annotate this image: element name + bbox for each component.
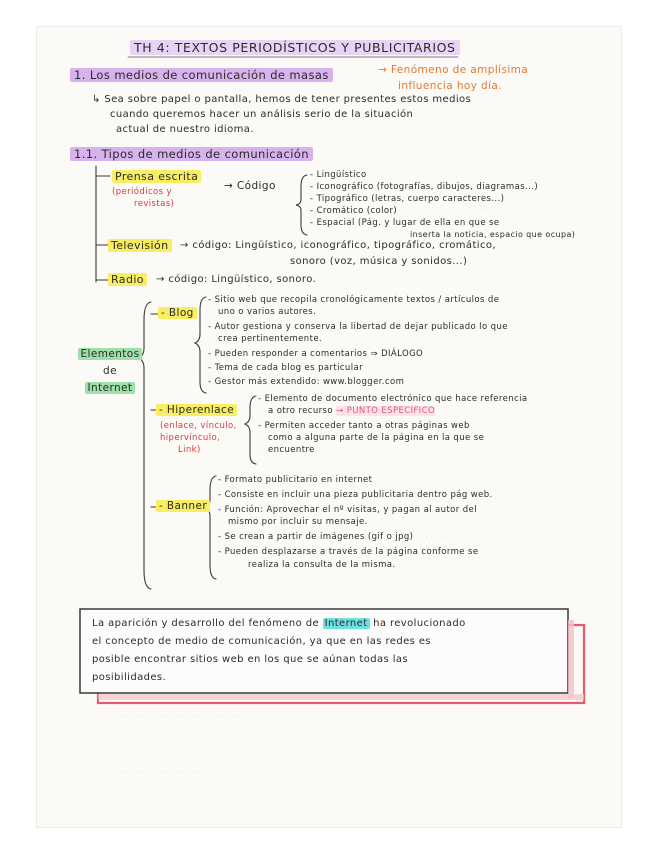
hiperenlace-line: como a alguna parte de la página en la que se — [268, 433, 485, 443]
section-1-note-line-1: → Fenómeno de amplísima — [378, 64, 529, 76]
summary-line: La aparición y desarrollo del fenómeno de Internet ha revolucionado — [92, 618, 466, 629]
television-code-line-2: sonoro (voz, música y sonidos...) — [290, 256, 468, 267]
prensa-code-item: - Iconográfico (fotografías, dibujos, diagramas...) — [310, 182, 539, 192]
banner-line: - Se crean a partir de imágenes (gif o jpg) — [218, 532, 414, 542]
summary-line: el concepto de medio de comunicación, ya que en las redes es — [92, 636, 431, 647]
banner-line: - Función: Aprovechar el nº visitas, y pagan al autor del — [218, 505, 477, 515]
blog-line: uno o varios autores. — [218, 307, 317, 317]
summary-line: posibilidades. — [92, 672, 167, 683]
page-title: TH 4: TEXTOS PERIODÍSTICOS Y PUBLICITARIOS — [130, 40, 460, 55]
banner-line: - Formato publicitario en internet — [218, 475, 373, 485]
prensa-code-item-continuation: inserta la noticia, espacio que ocupa) — [410, 230, 576, 239]
elementos-internet-label: Elementos de Internet — [76, 346, 144, 397]
hiperenlace-subtitle: hipervínculo, — [160, 433, 221, 443]
hiperenlace-line: - Permiten acceder tanto a otras páginas web — [258, 421, 470, 431]
television-label: Televisión — [108, 239, 172, 252]
television-code-line-1: → código: Lingüístico, iconográfico, tipográfico, cromático, — [180, 240, 496, 251]
section-1-body-line: actual de nuestro idioma. — [116, 124, 254, 135]
blog-line: - Tema de cada blog es particular — [208, 363, 363, 373]
radio-code-line: → código: Lingüístico, sonoro. — [156, 274, 317, 285]
banner-line: realiza la consulta de la misma. — [248, 560, 396, 570]
banner-line: - Consiste en incluir una pieza publicitaria dentro pág web. — [218, 490, 493, 500]
section-1-note-line-2: influencia hoy día. — [398, 80, 503, 92]
bleed-through-text: · · · · · · · · · · · · · · · · · · · · · · — [110, 768, 220, 777]
blog-line: - Autor gestiona y conserva la libertad de dejar publicado lo que — [208, 322, 508, 332]
banner-line: - Pueden desplazarse a través de la página conforme se — [218, 547, 479, 557]
blog-line: - Pueden responder a comentarios ⇒ DIÁLOGO — [208, 349, 424, 359]
hiperenlace-line: - Elemento de documento electrónico que hace referencia — [258, 394, 528, 404]
prensa-subtitle-line-2: revistas) — [134, 199, 175, 209]
section-1-heading: 1. Los medios de comunicación de masas — [70, 68, 333, 82]
prensa-code-item: - Cromático (color) — [310, 206, 398, 216]
banner-label: - Banner — [156, 500, 210, 512]
hiperenlace-label: - Hiperenlace — [156, 404, 237, 416]
prensa-code-item: - Lingüístico — [310, 170, 367, 180]
blog-line: crea pertinentemente. — [218, 334, 323, 344]
blog-label: - Blog — [158, 307, 197, 319]
bleed-through-text: · · · · · · · · — [440, 172, 479, 181]
bleed-through-text: · · · · · · · · — [420, 533, 459, 542]
section-1-body-line: cuando queremos hacer un análisis serio de la situación — [110, 109, 414, 120]
prensa-escrita-label: Prensa escrita — [112, 170, 201, 183]
prensa-code-item: - Espacial (Pág. y lugar de ella en que se — [310, 218, 500, 228]
section-1-1-heading: 1.1. Tipos de medios de comunicación — [70, 147, 313, 161]
bleed-through-text: · · · · · · — [470, 205, 498, 214]
blog-line: - Gestor más extendido: www.blogger.com — [208, 377, 405, 387]
summary-line: posible encontrar sitios web en los que se aúnan todas las — [92, 654, 409, 665]
hiperenlace-subtitle: Link) — [178, 445, 201, 455]
hiperenlace-subtitle: (enlace, vínculo, — [160, 421, 237, 431]
blog-line: - Sitio web que recopila cronológicamente textos / artículos de — [208, 295, 500, 305]
radio-label: Radio — [108, 273, 147, 286]
prensa-code-item: - Tipográfico (letras, cuerpo caracteres...) — [310, 194, 505, 204]
hiperenlace-line: encuentre — [268, 445, 315, 455]
bleed-through-text: · · · · · · · · · · · · · · · · · · · · · · · · · · — [110, 712, 240, 721]
section-1-body-line: ↳ Sea sobre papel o pantalla, hemos de tener presentes estos medios — [92, 94, 472, 105]
bleed-through-text: · · · · · · · · · · · · · · · · · · · · · · · · · · · · — [110, 740, 250, 749]
hiperenlace-line: a otro recurso → PUNTO ESPECÍFICO — [268, 406, 436, 416]
prensa-codigo-label: → Código — [224, 180, 276, 192]
prensa-subtitle-line-1: (periódicos y — [112, 187, 172, 197]
banner-line: mismo por incluir su mensaje. — [228, 517, 368, 527]
